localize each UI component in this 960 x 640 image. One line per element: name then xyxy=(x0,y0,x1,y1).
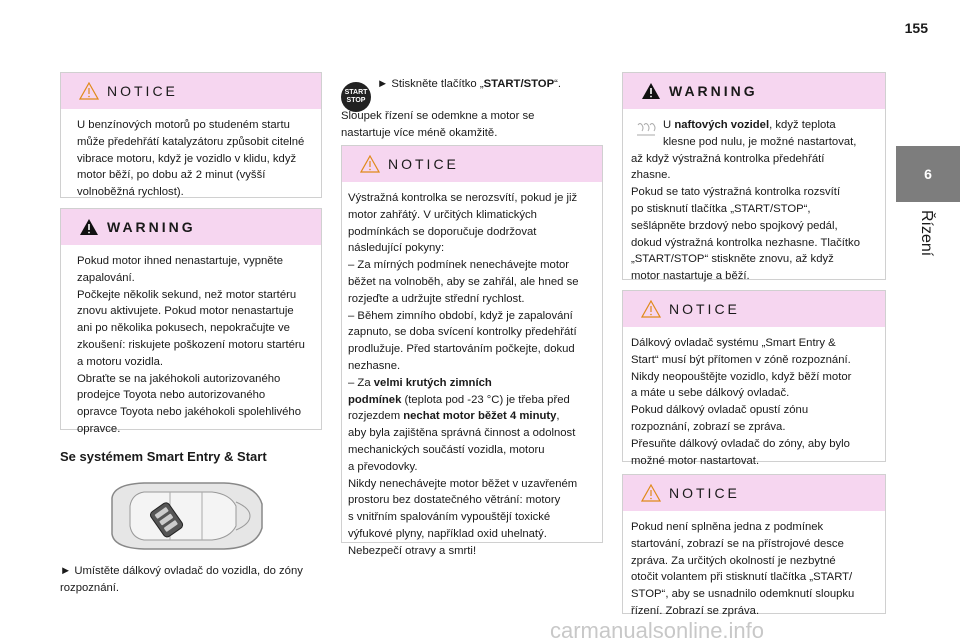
text-line: prodejce Toyota nebo autorizovaného xyxy=(77,389,266,402)
text-line: Výstražná kontrolka se nerozsvítí, pokud je již xyxy=(348,192,578,204)
text-line: výfukové plyny, například oxid uhelnatý. xyxy=(348,527,547,540)
text-line: Pokud dálkový ovladač opustí zónu xyxy=(631,404,809,417)
text-line: Sloupek řízení se odemkne a motor se xyxy=(341,110,535,122)
text-line: zkoušení: riskujete poškození motoru startéru xyxy=(77,338,305,351)
text-line: zhasne. xyxy=(631,169,671,182)
text-line: rozpoznání. xyxy=(60,581,120,594)
notice-header xyxy=(623,291,885,327)
warning-filled-icon xyxy=(79,218,99,236)
watermark: carmanualsonline.info xyxy=(550,618,765,640)
text-line: sešlápněte brzdový nebo spojkový pedál, xyxy=(631,219,838,232)
text-line: Obraťte se na jakéhokoli autorizovaného xyxy=(77,372,281,385)
notice-label: NOTICE xyxy=(107,83,178,99)
text-line: a převodovky. xyxy=(348,460,418,473)
start-stop-button-icon: START STOP xyxy=(341,82,371,112)
notice-label: NOTICE xyxy=(388,156,459,172)
text-line: „START/STOP“ stiskněte znovu, až když xyxy=(631,253,834,266)
text-line: volnoběžná rychlost). xyxy=(77,186,184,199)
text-line: s vnitřním spalováním vypouštějí toxické xyxy=(348,511,551,524)
notice-body xyxy=(342,182,602,568)
chapter-number: 6 xyxy=(924,166,932,182)
text-line: mechanických součástí vozidla, motoru xyxy=(348,443,545,456)
warning-label: WARNING xyxy=(669,83,758,99)
text-line: Přesuňte dálkový ovladač do zóny, aby bylo xyxy=(631,437,850,450)
text-line: vibrace motoru, když je vozidlo v klidu, když xyxy=(77,152,297,165)
warning-triangle-icon xyxy=(641,484,661,502)
text-line: možné motor nastartovat. xyxy=(631,454,760,467)
text-line: motor nastartuje a běží. xyxy=(631,270,750,283)
notice-label: NOTICE xyxy=(669,485,740,501)
text-line: Pokud se tato výstražná kontrolka rozsvítí xyxy=(631,186,841,199)
text-line: ► Umístěte dálkový ovladač do vozidla, do zóny xyxy=(60,565,303,577)
text-line: – Za mírných podmínek nenechávejte motor xyxy=(348,259,570,272)
notice-box-2 xyxy=(341,145,603,557)
text-line: až když výstražná kontrolka předehřátí xyxy=(631,152,825,165)
notice-body xyxy=(623,511,885,628)
text-line: Dálkový ovladač systému „Smart Entry & xyxy=(631,337,836,349)
page-number: 155 xyxy=(904,20,928,36)
text-line: řízení. Zobrazí se zpráva. xyxy=(631,604,760,617)
text-line: následující pokyny: xyxy=(348,242,445,255)
warning-triangle-icon xyxy=(360,155,380,173)
warning-triangle-icon xyxy=(79,82,99,100)
text-line: zapalování. xyxy=(77,271,135,284)
warning-box-1 xyxy=(60,208,322,435)
text-line: nastartuje více méně okamžitě. xyxy=(341,126,498,139)
text-line: motor běží, po dobu až 2 minut (vyšší xyxy=(77,169,266,182)
car-top-view-illustration xyxy=(104,478,268,554)
steering-unlock-text xyxy=(341,108,603,142)
text-line: U naftových vozidel, když teplota xyxy=(663,119,836,131)
text-line: otočit volantem při stisknutí tlačítka „START/ xyxy=(631,571,853,584)
text-line: a máte u sebe dálkový ovladač. xyxy=(631,387,790,400)
text-line: může předehřátí katalyzátoru způsobit citelné xyxy=(77,135,305,148)
warning-triangle-icon xyxy=(641,300,661,318)
text-line: – Během zimního období, když je zapalování xyxy=(348,309,573,322)
text-line: opravce. xyxy=(77,422,121,435)
text-line: prostoru bez dostatečného větrání: motory xyxy=(348,494,561,507)
text-line: Nebezpečí otravy a smrti! xyxy=(348,544,477,557)
text-line: rozjeďte a udržujte střední rychlost. xyxy=(348,292,525,305)
chapter-title: Řízení xyxy=(918,210,935,257)
place-remote-instruction xyxy=(60,563,328,597)
text-line: motor zahřátý. V určitých klimatických xyxy=(348,208,537,221)
text-line: STOP“, aby se usnadnilo odemknutí sloupku xyxy=(631,588,855,601)
text-line: ani po několika pokusech, nepokračujte ve xyxy=(77,322,290,335)
text-line: podmínek (teplota pod -23 °C) je třeba před xyxy=(348,393,570,406)
notice-box-3 xyxy=(622,290,886,467)
notice-label: NOTICE xyxy=(669,301,740,317)
text-line: Start“ musí být přítomen v zóně rozpoznání. xyxy=(631,353,851,366)
text-line: zpráva. Za určitých okolností je nezbytné xyxy=(631,554,836,567)
text-line: rozjezdem nechat motor běžet 4 minuty, xyxy=(348,410,560,423)
glow-plug-icon xyxy=(635,121,657,139)
notice-header xyxy=(342,146,602,182)
chapter-tab[interactable] xyxy=(896,146,960,202)
text-line: klesne pod nulu, je možné nastartovat, xyxy=(663,135,857,148)
text-line: – Za velmi krutých zimních xyxy=(348,376,492,389)
notice-body xyxy=(61,109,321,209)
warning-header xyxy=(623,73,885,109)
warning-body xyxy=(623,109,885,293)
notice-header xyxy=(61,73,321,109)
warning-filled-icon xyxy=(641,82,661,100)
section-heading: Se systémem Smart Entry & Start xyxy=(60,449,267,464)
text-line: Nikdy neopouštějte vozidlo, když běží motor xyxy=(631,370,852,383)
text-line: běžet na volnoběh, aby se zahřál, ale hned se xyxy=(348,275,579,288)
text-line: dokud výstražná kontrolka nezhasne. Tlačítko xyxy=(631,236,860,249)
text-line: rozpoznání, zobrazí se zpráva. xyxy=(631,420,786,433)
text-line: a motoru vozidla. xyxy=(77,355,164,368)
text-line: aby byla zajištěna správná činnost a odolnost xyxy=(348,427,576,440)
notice-body xyxy=(623,327,885,477)
text-line: Nikdy nenechávejte motor běžet v uzavřeném xyxy=(348,477,578,490)
text-line: podmínkách se doporučuje dodržovat xyxy=(348,225,537,238)
text-line: nezhasne. xyxy=(348,359,401,372)
text-line: startování, zobrazí se na přístrojové desce xyxy=(631,537,844,550)
text-line: Pokud není splněna jedna z podmínek xyxy=(631,521,824,533)
text-line: prodlužuje. Před startováním počkejte, dokud xyxy=(348,343,575,356)
notice-box-1 xyxy=(60,72,322,198)
text-line: zapnuto, se doba svícení kontrolky předehřátí xyxy=(348,326,577,339)
text-line: po stisknutí tlačítka „START/STOP“, xyxy=(631,202,811,215)
warning-label: WARNING xyxy=(107,219,196,235)
warning-body xyxy=(61,245,321,446)
warning-header xyxy=(61,209,321,245)
warning-box-2 xyxy=(622,72,886,283)
text-line: Pokud motor ihned nenastartuje, vypněte xyxy=(77,255,283,267)
notice-header xyxy=(623,475,885,511)
text-line: znovu aktivujete. Pokud motor nenastartuje xyxy=(77,305,294,318)
notice-box-4 xyxy=(622,474,886,617)
text-line: U benzínových motorů po studeném startu xyxy=(77,119,290,131)
text-line: opravce Toyota nebo jakéhokoli spolehlivého xyxy=(77,406,302,419)
press-start-instruction: ► Stiskněte tlačítko „START/STOP“. xyxy=(377,78,562,90)
text-line: Počkejte několik sekund, než motor startéru xyxy=(77,288,297,301)
